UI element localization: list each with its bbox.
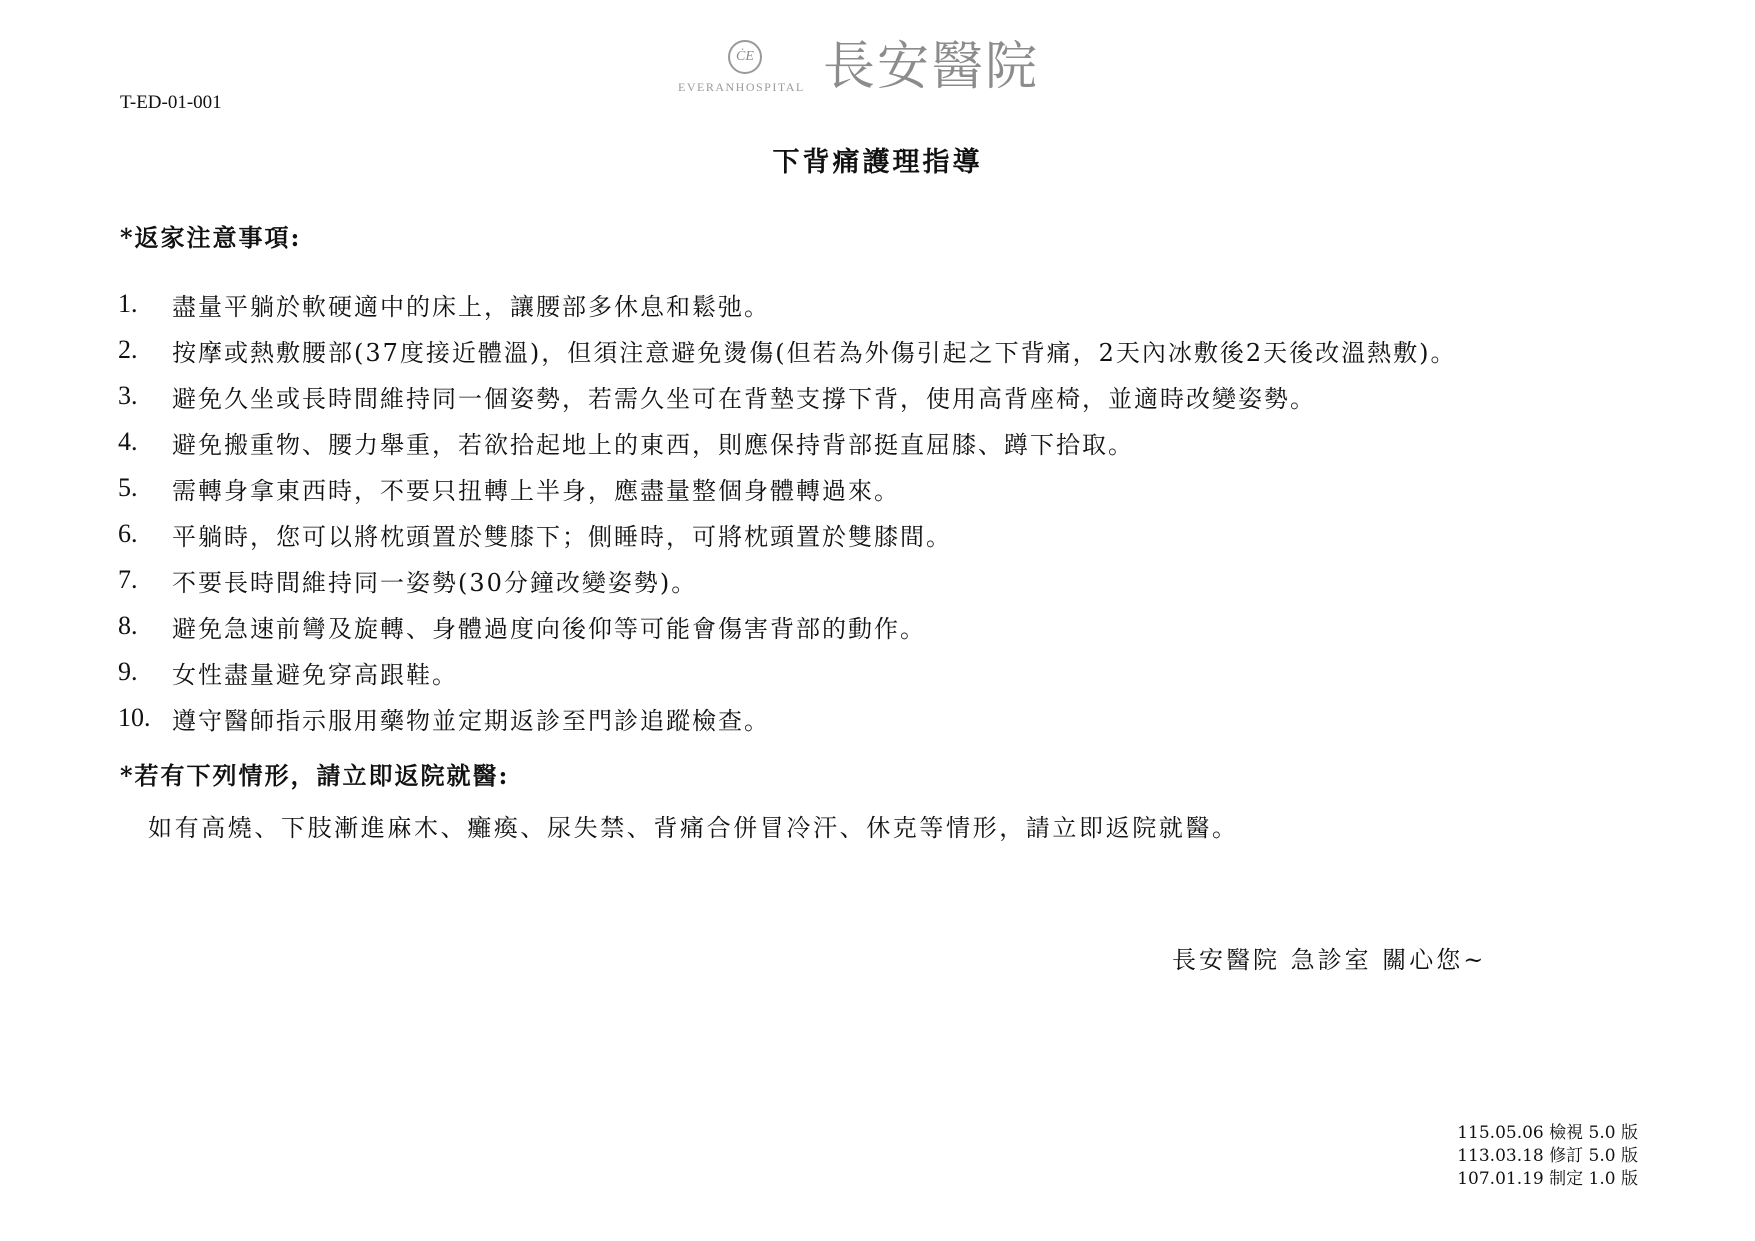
item-number: 5. <box>118 473 138 502</box>
list-item <box>118 511 1457 557</box>
item-number: 9. <box>118 657 138 686</box>
item-number: 8. <box>118 611 138 640</box>
list-item <box>118 465 1457 511</box>
revision-entry: 107.01.19 制定 1.0 版 <box>1457 1169 1638 1189</box>
item-text: 避免久坐或長時間維持同一個姿勢，若需久坐可在背墊支撐下背，使用高背座椅，並適時改變姿勢。 <box>172 384 1316 413</box>
emergency-instructions: 如有高燒、下肢漸進麻木、癱瘓、尿失禁、背痛合併冒冷汗、休克等情形，請立即返院就醫。 <box>148 814 1239 842</box>
list-item <box>118 373 1457 419</box>
item-text: 不要長時間維持同一姿勢(30分鐘改變姿勢)。 <box>172 568 698 597</box>
logo-english-name: EVERANHOSPITAL <box>678 80 805 94</box>
item-text: 平躺時，您可以將枕頭置於雙膝下；側睡時，可將枕頭置於雙膝間。 <box>172 522 952 551</box>
item-number: 3. <box>118 381 138 410</box>
hospital-logo <box>678 36 1088 98</box>
emergency-heading: *若有下列情形，請立即返院就醫: <box>120 761 510 790</box>
department-signature: 長安醫院 急診室 關心您~ <box>1172 946 1487 974</box>
item-text: 避免搬重物、腰力舉重，若欲拾起地上的東西，則應保持背部挺直屈膝、蹲下拾取。 <box>172 430 1134 459</box>
page-title: 下背痛護理指導 <box>772 147 983 178</box>
item-text: 女性盡量避免穿高跟鞋。 <box>172 660 458 689</box>
item-number: 6. <box>118 519 138 548</box>
revision-entry: 113.03.18 修訂 5.0 版 <box>1457 1146 1638 1166</box>
logo-chinese-name: 長安醫院 <box>823 37 1040 97</box>
item-number: 1. <box>118 289 138 318</box>
list-item <box>118 603 1457 649</box>
list-item <box>118 649 1457 695</box>
item-number: 10. <box>118 703 151 732</box>
item-text: 需轉身拿東西時，不要只扭轉上半身，應盡量整個身體轉過來。 <box>172 476 900 505</box>
revision-entry: 115.05.06 檢視 5.0 版 <box>1457 1123 1638 1143</box>
revision-history <box>1457 1122 1638 1191</box>
list-item <box>118 327 1457 373</box>
item-text: 按摩或熱敷腰部(37度接近體溫)，但須注意避免燙傷(但若為外傷引起之下背痛，2天內冰敷後2天後改溫熱敷)。 <box>172 338 1457 367</box>
item-number: 4. <box>118 427 138 456</box>
home-care-list <box>118 281 1457 741</box>
item-number: 2. <box>118 335 138 364</box>
list-item <box>118 419 1457 465</box>
document-code: T-ED-01-001 <box>120 92 222 113</box>
item-text: 遵守醫師指示服用藥物並定期返診至門診追蹤檢查。 <box>172 706 770 735</box>
home-care-heading: *返家注意事項: <box>120 223 302 252</box>
hospital-emblem-icon: ĊE <box>728 40 762 74</box>
item-number: 7. <box>118 565 138 594</box>
list-item <box>118 695 1457 741</box>
list-item <box>118 557 1457 603</box>
list-item <box>118 281 1457 327</box>
item-text: 避免急速前彎及旋轉、身體過度向後仰等可能會傷害背部的動作。 <box>172 614 926 643</box>
item-text: 盡量平躺於軟硬適中的床上，讓腰部多休息和鬆弛。 <box>172 292 770 321</box>
